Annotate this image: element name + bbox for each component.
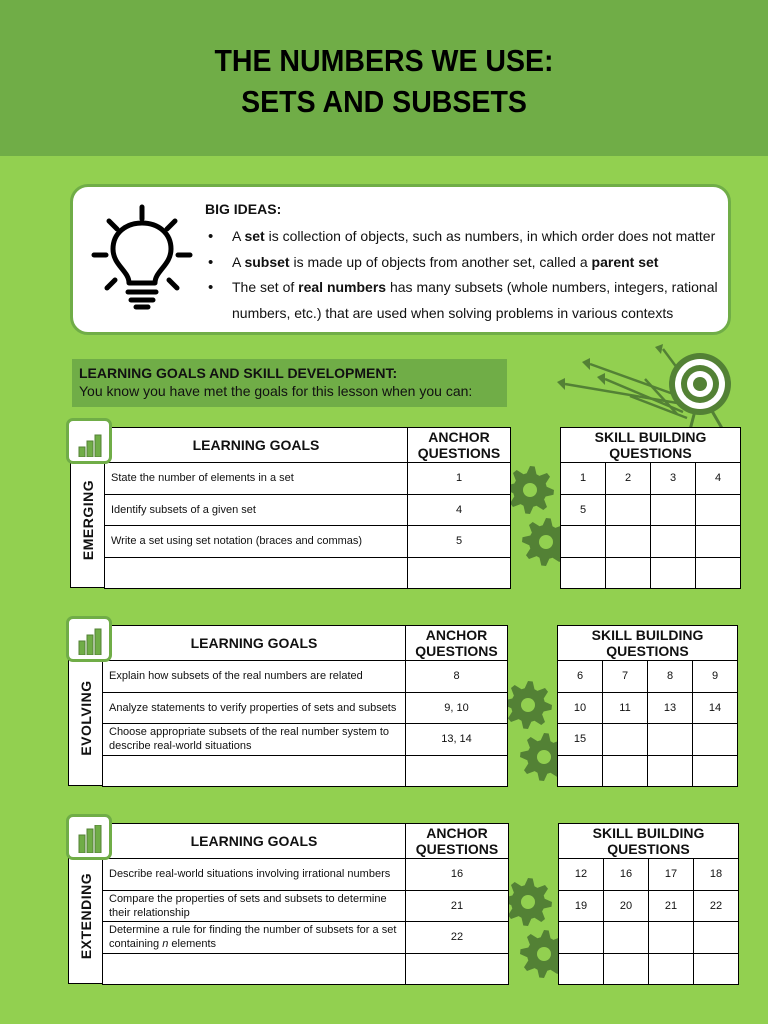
gears-icon — [508, 450, 568, 590]
table-row — [559, 953, 739, 985]
skill-question-cell — [694, 953, 739, 985]
skill-building-header: SKILL BUILDING QUESTIONS — [558, 626, 738, 661]
skill-question-cell — [561, 526, 606, 558]
learning-goals-header: LEARNING GOALS — [103, 626, 406, 661]
target-arrows-icon — [555, 344, 745, 430]
anchor-question-cell: 16 — [406, 859, 509, 891]
skill-building-table — [558, 823, 739, 985]
table-row — [558, 661, 738, 693]
skill-question-cell — [651, 557, 696, 589]
anchor-question-cell — [406, 755, 508, 787]
table-row — [105, 494, 511, 526]
learning-goals-header: LEARNING GOALS — [105, 428, 408, 463]
big-ideas-heading: BIG IDEAS: — [205, 201, 282, 217]
level-label-text: EVOLVING — [77, 679, 94, 756]
skill-question-cell: 9 — [693, 661, 738, 693]
skill-question-cell — [604, 953, 649, 985]
skill-question-cell — [694, 922, 739, 954]
learning-goal-cell: Write a set using set notation (braces and commas) — [105, 526, 408, 558]
level-label-text: EXTENDING — [77, 872, 94, 959]
anchor-questions-header: ANCHOR QUESTIONS — [408, 428, 511, 463]
learning-goal-cell: Analyze statements to verify properties of sets and subsets — [103, 692, 406, 724]
table-row — [103, 692, 508, 724]
skill-question-cell — [693, 724, 738, 756]
learning-goal-cell — [105, 557, 408, 589]
table-row — [561, 494, 741, 526]
anchor-question-cell: 5 — [408, 526, 511, 558]
learning-goals-table — [102, 625, 508, 787]
learning-goal-cell: Choose appropriate subsets of the real number system to describe real-world situations — [103, 724, 406, 756]
table-row — [558, 692, 738, 724]
anchor-question-cell: 13, 14 — [406, 724, 508, 756]
skill-question-cell — [693, 755, 738, 787]
learning-goal-cell: Determine a rule for finding the number of subsets for a set containing n elements — [103, 922, 406, 954]
skill-question-cell — [606, 494, 651, 526]
skill-question-cell: 22 — [694, 890, 739, 922]
anchor-question-cell: 4 — [408, 494, 511, 526]
anchor-question-cell: 21 — [406, 890, 509, 922]
table-row — [103, 922, 509, 954]
learning-goals-subtext: You know you have met the goals for this lesson when you can: — [79, 383, 473, 399]
skill-question-cell — [649, 953, 694, 985]
table-row — [559, 890, 739, 922]
table-row — [103, 755, 508, 787]
table-row — [559, 922, 739, 954]
skill-building-table — [557, 625, 738, 787]
learning-goal-cell: Describe real-world situations involving irrational numbers — [103, 859, 406, 891]
learning-goals-table — [102, 823, 509, 985]
table-row — [561, 557, 741, 589]
skill-question-cell: 2 — [606, 463, 651, 495]
learning-goal-cell: Compare the properties of sets and subsets to determine their relationship — [103, 890, 406, 922]
level-label — [68, 649, 103, 786]
bars-graphic — [78, 429, 104, 457]
table-row — [561, 463, 741, 495]
learning-goal-cell: State the number of elements in a set — [105, 463, 408, 495]
skill-question-cell — [559, 922, 604, 954]
big-idea-item: • A subset is made up of objects from another set, called a parent set — [205, 250, 725, 276]
skill-question-cell — [559, 953, 604, 985]
bars-graphic — [78, 627, 104, 655]
learning-goals-header: LEARNING GOALS — [103, 824, 406, 859]
skill-question-cell: 18 — [694, 859, 739, 891]
skill-question-cell: 1 — [561, 463, 606, 495]
big-idea-item: • A set is collection of objects, such as numbers, in which order does not matter — [205, 224, 725, 250]
skill-question-cell — [648, 724, 693, 756]
skill-question-cell: 8 — [648, 661, 693, 693]
skill-question-cell — [696, 557, 741, 589]
table-row — [103, 859, 509, 891]
learning-goal-cell — [103, 953, 406, 985]
anchor-question-cell: 9, 10 — [406, 692, 508, 724]
skill-question-cell — [604, 922, 649, 954]
anchor-questions-header: ANCHOR QUESTIONS — [406, 626, 508, 661]
title-line-2: SETS AND SUBSETS — [241, 84, 527, 119]
skill-question-cell: 13 — [648, 692, 693, 724]
skill-question-cell: 3 — [651, 463, 696, 495]
anchor-questions-header: ANCHOR QUESTIONS — [406, 824, 509, 859]
bar-chart-icon — [66, 418, 112, 464]
skill-question-cell: 5 — [561, 494, 606, 526]
skill-question-cell: 14 — [693, 692, 738, 724]
skill-question-cell — [651, 526, 696, 558]
table-row — [559, 859, 739, 891]
learning-goal-cell: Explain how subsets of the real numbers are related — [103, 661, 406, 693]
bar-chart-icon — [66, 814, 112, 860]
skill-question-cell: 11 — [603, 692, 648, 724]
level-label-text: EMERGING — [79, 479, 96, 560]
skill-building-header: SKILL BUILDING QUESTIONS — [559, 824, 739, 859]
learning-goals-banner — [72, 359, 507, 407]
skill-question-cell: 15 — [558, 724, 603, 756]
skill-question-cell: 16 — [604, 859, 649, 891]
table-row — [103, 953, 509, 985]
table-row — [105, 526, 511, 558]
learning-goals-table — [104, 427, 511, 589]
skill-question-cell — [649, 922, 694, 954]
bar-chart-icon — [66, 616, 112, 662]
big-idea-item: • The set of real numbers has many subsets (whole numbers, integers, rational numbers, etc.) that are used when solving problems in various contexts — [205, 275, 725, 326]
anchor-question-cell: 8 — [406, 661, 508, 693]
skill-question-cell — [561, 557, 606, 589]
skill-question-cell — [648, 755, 693, 787]
skill-question-cell: 7 — [603, 661, 648, 693]
table-row — [105, 463, 511, 495]
skill-question-cell — [696, 494, 741, 526]
table-row — [561, 526, 741, 558]
skill-question-cell: 17 — [649, 859, 694, 891]
table-row — [103, 890, 509, 922]
skill-question-cell — [603, 724, 648, 756]
level-label — [70, 451, 105, 588]
level-label — [68, 847, 103, 984]
skill-question-cell: 12 — [559, 859, 604, 891]
skill-question-cell — [603, 755, 648, 787]
learning-goal-cell: Identify subsets of a given set — [105, 494, 408, 526]
skill-building-table — [560, 427, 741, 589]
anchor-question-cell: 22 — [406, 922, 509, 954]
big-ideas-box — [70, 184, 731, 335]
learning-goal-cell — [103, 755, 406, 787]
anchor-question-cell — [406, 953, 509, 985]
lightbulb-icon — [91, 203, 193, 311]
skill-question-cell: 21 — [649, 890, 694, 922]
big-ideas-list — [205, 224, 725, 326]
anchor-question-cell: 1 — [408, 463, 511, 495]
table-row — [558, 755, 738, 787]
skill-question-cell — [606, 526, 651, 558]
skill-question-cell: 4 — [696, 463, 741, 495]
skill-question-cell — [606, 557, 651, 589]
skill-question-cell: 20 — [604, 890, 649, 922]
skill-question-cell: 6 — [558, 661, 603, 693]
anchor-question-cell — [408, 557, 511, 589]
table-row — [103, 661, 508, 693]
skill-question-cell — [696, 526, 741, 558]
skill-building-header: SKILL BUILDING QUESTIONS — [561, 428, 741, 463]
skill-question-cell — [651, 494, 696, 526]
skill-question-cell: 10 — [558, 692, 603, 724]
page-title — [31, 40, 738, 122]
bars-graphic — [78, 825, 104, 853]
table-row — [558, 724, 738, 756]
table-row — [103, 724, 508, 756]
learning-goals-heading: LEARNING GOALS AND SKILL DEVELOPMENT: — [79, 365, 398, 381]
skill-question-cell: 19 — [559, 890, 604, 922]
gears-icon — [506, 862, 566, 1002]
title-line-1: THE NUMBERS WE USE: — [214, 43, 554, 78]
skill-question-cell — [558, 755, 603, 787]
table-row — [105, 557, 511, 589]
